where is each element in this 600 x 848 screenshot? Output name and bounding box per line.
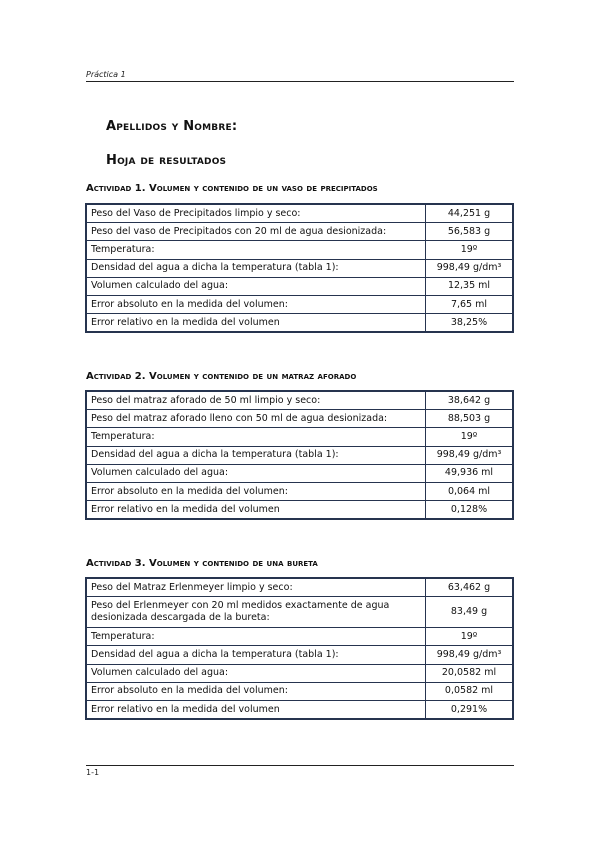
row-label: Error absoluto en la medida del volumen:: [86, 682, 426, 700]
header-title: Práctica 1: [86, 70, 126, 79]
row-label: Peso del matraz aforado lleno con 50 ml de agua desionizada:: [86, 410, 426, 428]
table-row: [86, 204, 513, 223]
row-value: 49,936 ml: [426, 464, 514, 482]
table-row: [86, 295, 513, 313]
row-value: 19º: [426, 428, 514, 446]
row-value: 20,0582 ml: [426, 664, 514, 682]
row-label: Peso del vaso de Precipitados con 20 ml de agua desionizada:: [86, 223, 426, 241]
row-label: Error relativo en la medida del volumen: [86, 314, 426, 333]
row-value: 998,49 g/dm³: [426, 446, 514, 464]
page-number: 1-1: [86, 768, 100, 777]
activity-3-title: Actividad 3. Volumen y contenido de una bureta: [86, 558, 318, 569]
table-row: [86, 700, 513, 719]
activity-2-table: [85, 390, 514, 520]
row-value: 56,583 g: [426, 223, 514, 241]
row-value: 0,128%: [426, 501, 514, 520]
table-row: [86, 501, 513, 520]
activity-1-title: Actividad 1. Volumen y contenido de un vaso de precipitados: [86, 183, 378, 194]
row-label: Densidad del agua a dicha la temperatura (tabla 1):: [86, 446, 426, 464]
activity-2-title: Actividad 2. Volumen y contenido de un matraz aforado: [86, 371, 357, 382]
table-row: [86, 259, 513, 277]
row-label: Error absoluto en la medida del volumen:: [86, 482, 426, 500]
table-row: [86, 682, 513, 700]
table-row: [86, 241, 513, 259]
table-row: [86, 428, 513, 446]
row-label: Peso del Vaso de Precipitados limpio y seco:: [86, 204, 426, 223]
row-value: 998,49 g/dm³: [426, 646, 514, 664]
row-label: Volumen calculado del agua:: [86, 664, 426, 682]
page-footer: [86, 765, 514, 777]
table-row: [86, 277, 513, 295]
row-label: Volumen calculado del agua:: [86, 277, 426, 295]
row-value: 0,0582 ml: [426, 682, 514, 700]
table-row: [86, 482, 513, 500]
table-row: [86, 646, 513, 664]
row-value: 38,642 g: [426, 391, 514, 410]
row-value: 19º: [426, 628, 514, 646]
page-header: [86, 70, 514, 82]
row-label: Temperatura:: [86, 628, 426, 646]
activity-1-table: [85, 203, 514, 333]
row-label: Peso del Matraz Erlenmeyer limpio y seco:: [86, 578, 426, 597]
row-label: Densidad del agua a dicha la temperatura (tabla 1):: [86, 259, 426, 277]
row-value: 7,65 ml: [426, 295, 514, 313]
row-label: Peso del Erlenmeyer con 20 ml medidos exactamente de agua desionizada descargada de la bureta:: [86, 597, 426, 628]
table-row: [86, 578, 513, 597]
row-value: 19º: [426, 241, 514, 259]
table-row: [86, 446, 513, 464]
row-label: Error relativo en la medida del volumen: [86, 700, 426, 719]
row-value: 12,35 ml: [426, 277, 514, 295]
table-row: [86, 597, 513, 628]
activity-3-table: [85, 577, 514, 720]
row-value: 38,25%: [426, 314, 514, 333]
table-row: [86, 464, 513, 482]
row-label: Volumen calculado del agua:: [86, 464, 426, 482]
row-value: 88,503 g: [426, 410, 514, 428]
row-label: Error relativo en la medida del volumen: [86, 501, 426, 520]
row-value: 0,064 ml: [426, 482, 514, 500]
table-row: [86, 223, 513, 241]
row-label: Error absoluto en la medida del volumen:: [86, 295, 426, 313]
name-heading: Apellidos y Nombre:: [106, 119, 238, 134]
table-row: [86, 314, 513, 333]
row-label: Temperatura:: [86, 241, 426, 259]
row-value: 998,49 g/dm³: [426, 259, 514, 277]
row-value: 44,251 g: [426, 204, 514, 223]
row-value: 83,49 g: [426, 597, 514, 628]
row-value: 0,291%: [426, 700, 514, 719]
table-row: [86, 391, 513, 410]
results-heading: Hoja de resultados: [106, 153, 227, 168]
row-label: Peso del matraz aforado de 50 ml limpio y seco:: [86, 391, 426, 410]
table-row: [86, 664, 513, 682]
row-label: Densidad del agua a dicha la temperatura (tabla 1):: [86, 646, 426, 664]
table-row: [86, 628, 513, 646]
row-label: Temperatura:: [86, 428, 426, 446]
row-value: 63,462 g: [426, 578, 514, 597]
table-row: [86, 410, 513, 428]
